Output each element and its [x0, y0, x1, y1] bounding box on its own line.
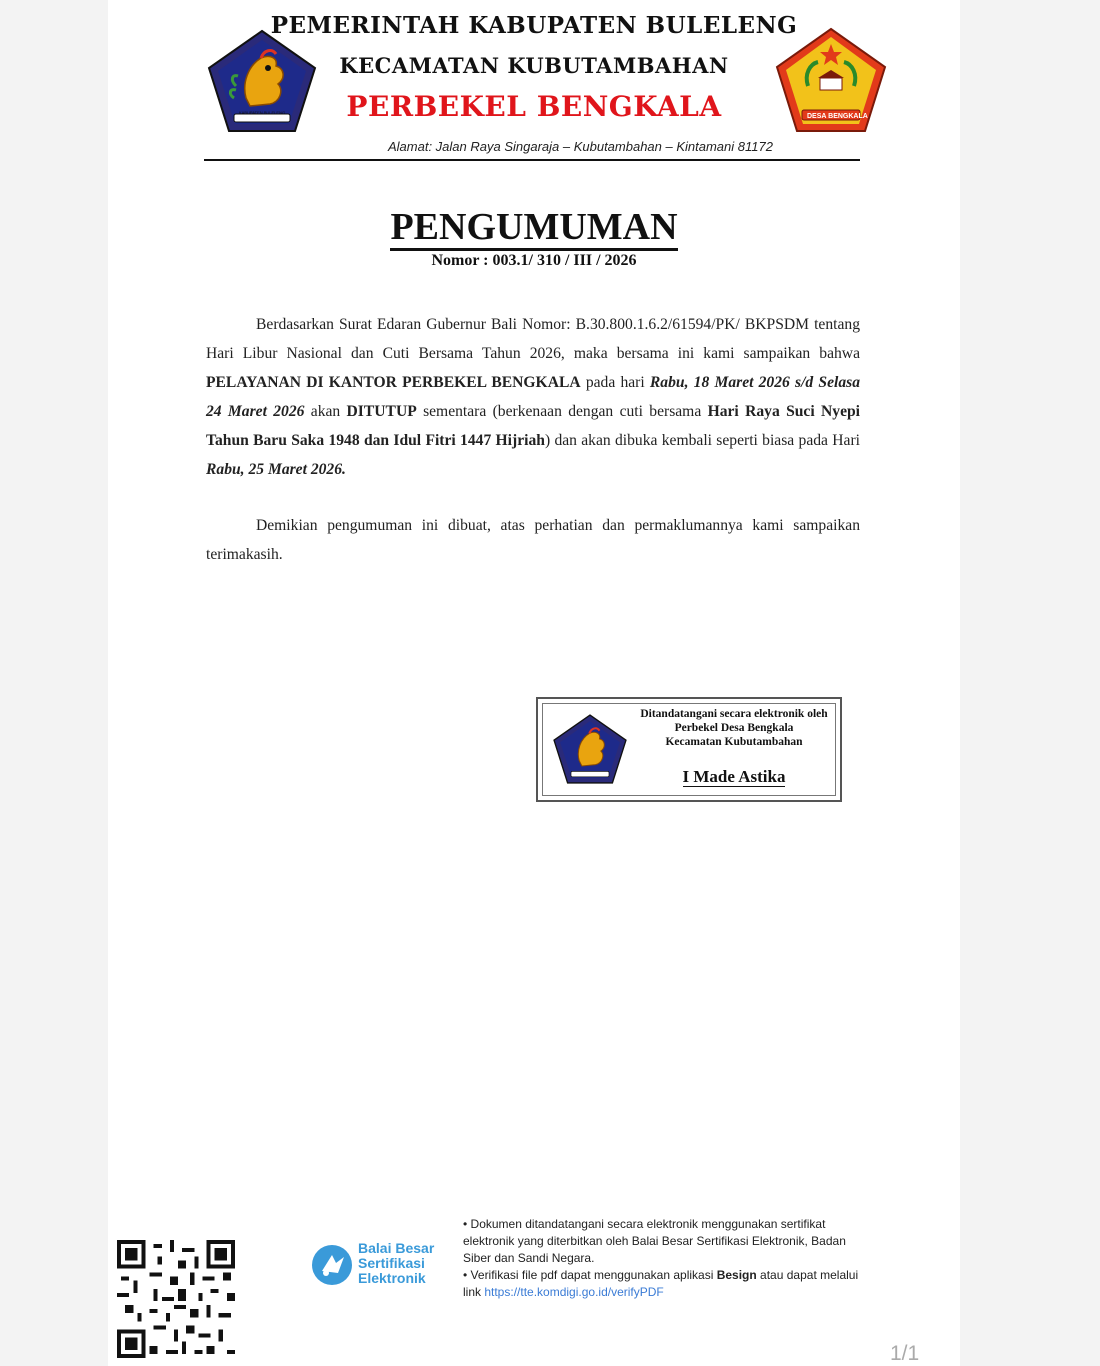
signature-line-1: Ditandatangani secara elektronik oleh	[640, 708, 828, 720]
signatory-name	[634, 767, 834, 787]
signature-line-2: Perbekel Desa Bengkala	[674, 722, 794, 734]
p1-text-2: pada hari	[580, 374, 650, 391]
p1-text-4: sementara (berkenaan dengan cuti bersama	[416, 403, 708, 420]
signature-emblem-logo	[552, 713, 628, 785]
signature-line-3: Kecamatan Kubutambahan	[665, 736, 803, 748]
footer-note-2-text-a: Verifikasi file pdf dapat menggunakan aplikasi	[470, 1268, 717, 1282]
verification-qr-code	[117, 1240, 235, 1358]
bsre-line-3: Elektronik	[358, 1270, 426, 1286]
document-title	[108, 205, 960, 249]
footer-notes	[463, 1216, 863, 1301]
p1-text-5: ) dan akan dibuka kembali seperti biasa pada Hari	[544, 432, 860, 449]
document-title-text: PENGUMUMAN	[390, 206, 677, 251]
footer-note-2: • Verifikasi file pdf dapat menggunakan aplikasi Besign atau dapat melalui link https://tte.komdigi.go.id/verifyPDF	[463, 1268, 859, 1299]
document-number: Nomor : 003.1/ 310 / III / 2026	[431, 252, 637, 269]
header-address: Alamat: Jalan Raya Singaraja – Kubutambahan – Kintamani 81172	[388, 139, 773, 154]
page-indicator: 1/1	[890, 1342, 920, 1365]
bsre-line-2: Sertifikasi	[358, 1255, 425, 1271]
footer-note-2-text-c: atau dapat melalui link	[463, 1268, 859, 1299]
p1-text-1: Berdasarkan Surat Edaran Gubernur Bali Nomor: B.30.800.1.6.2/61594/PK/ BKPSDM tentang Hari Libur Nasional dan Cuti Bersama Tahun 2026, maka bersama ini kami sampaikan bahwa	[206, 316, 860, 362]
document-page	[108, 0, 960, 1366]
footer-note-1-text: Dokumen ditandatangani secara elektronik menggunakan sertifikat elektronik yang diterbitkan oleh Balai Besar Sertifikasi Elektronik, Badan Siber dan Sandi Negara.	[463, 1217, 846, 1265]
footer-note-2-besign: Besign	[716, 1268, 757, 1282]
header-divider	[204, 159, 860, 161]
p1-bold-reopen-date: Rabu, 25 Maret 2026.	[206, 461, 346, 478]
verify-pdf-link[interactable]: https://tte.komdigi.go.id/verifyPDF	[484, 1285, 664, 1299]
p1-bold-service: PELAYANAN DI KANTOR PERBEKEL BENGKALA	[206, 374, 581, 391]
right-logo-label: DESA BENGKALA	[807, 113, 868, 120]
p1-bold-closed: DITUTUP	[346, 403, 417, 420]
signature-caption	[634, 707, 834, 749]
body-paragraph-1	[206, 310, 860, 484]
p1-bold-holiday: Hari Raya Suci Nyepi Tahun Baru Saka 1948 dan Idul Fitri 1447 Hijriah	[206, 403, 860, 449]
body-paragraph-2: Demikian pengumuman ini dibuat, atas perhatian dan permaklumannya kami sampaikan terimakasih.	[206, 517, 860, 563]
p1-bold-dates: Rabu, 18 Maret 2026 s/d Selasa 24 Maret 2026	[206, 374, 861, 420]
bsre-line-1: Balai Besar	[358, 1240, 435, 1256]
signatory-name-text: I Made Astika	[682, 767, 786, 786]
bsre-logo-icon	[310, 1243, 354, 1287]
p1-text-3: akan	[304, 403, 347, 420]
left-logo-label: KABUPATEN BULELENG	[239, 110, 286, 115]
header-government: PEMERINTAH KABUPATEN BULELENG	[270, 12, 798, 39]
header-village-head: PERBEKEL BENGKALA	[346, 90, 722, 123]
electronic-signature-box	[536, 697, 842, 802]
header-district: KECAMATAN KUBUTAMBAHAN	[339, 53, 729, 78]
footer-note-1: • Dokumen ditandatangani secara elektronik menggunakan sertifikat elektronik yang diterbitkan oleh Balai Besar Sertifikasi Elektronik, Badan Siber dan Sandi Negara.	[463, 1217, 846, 1265]
bsre-logo-text	[358, 1241, 434, 1286]
